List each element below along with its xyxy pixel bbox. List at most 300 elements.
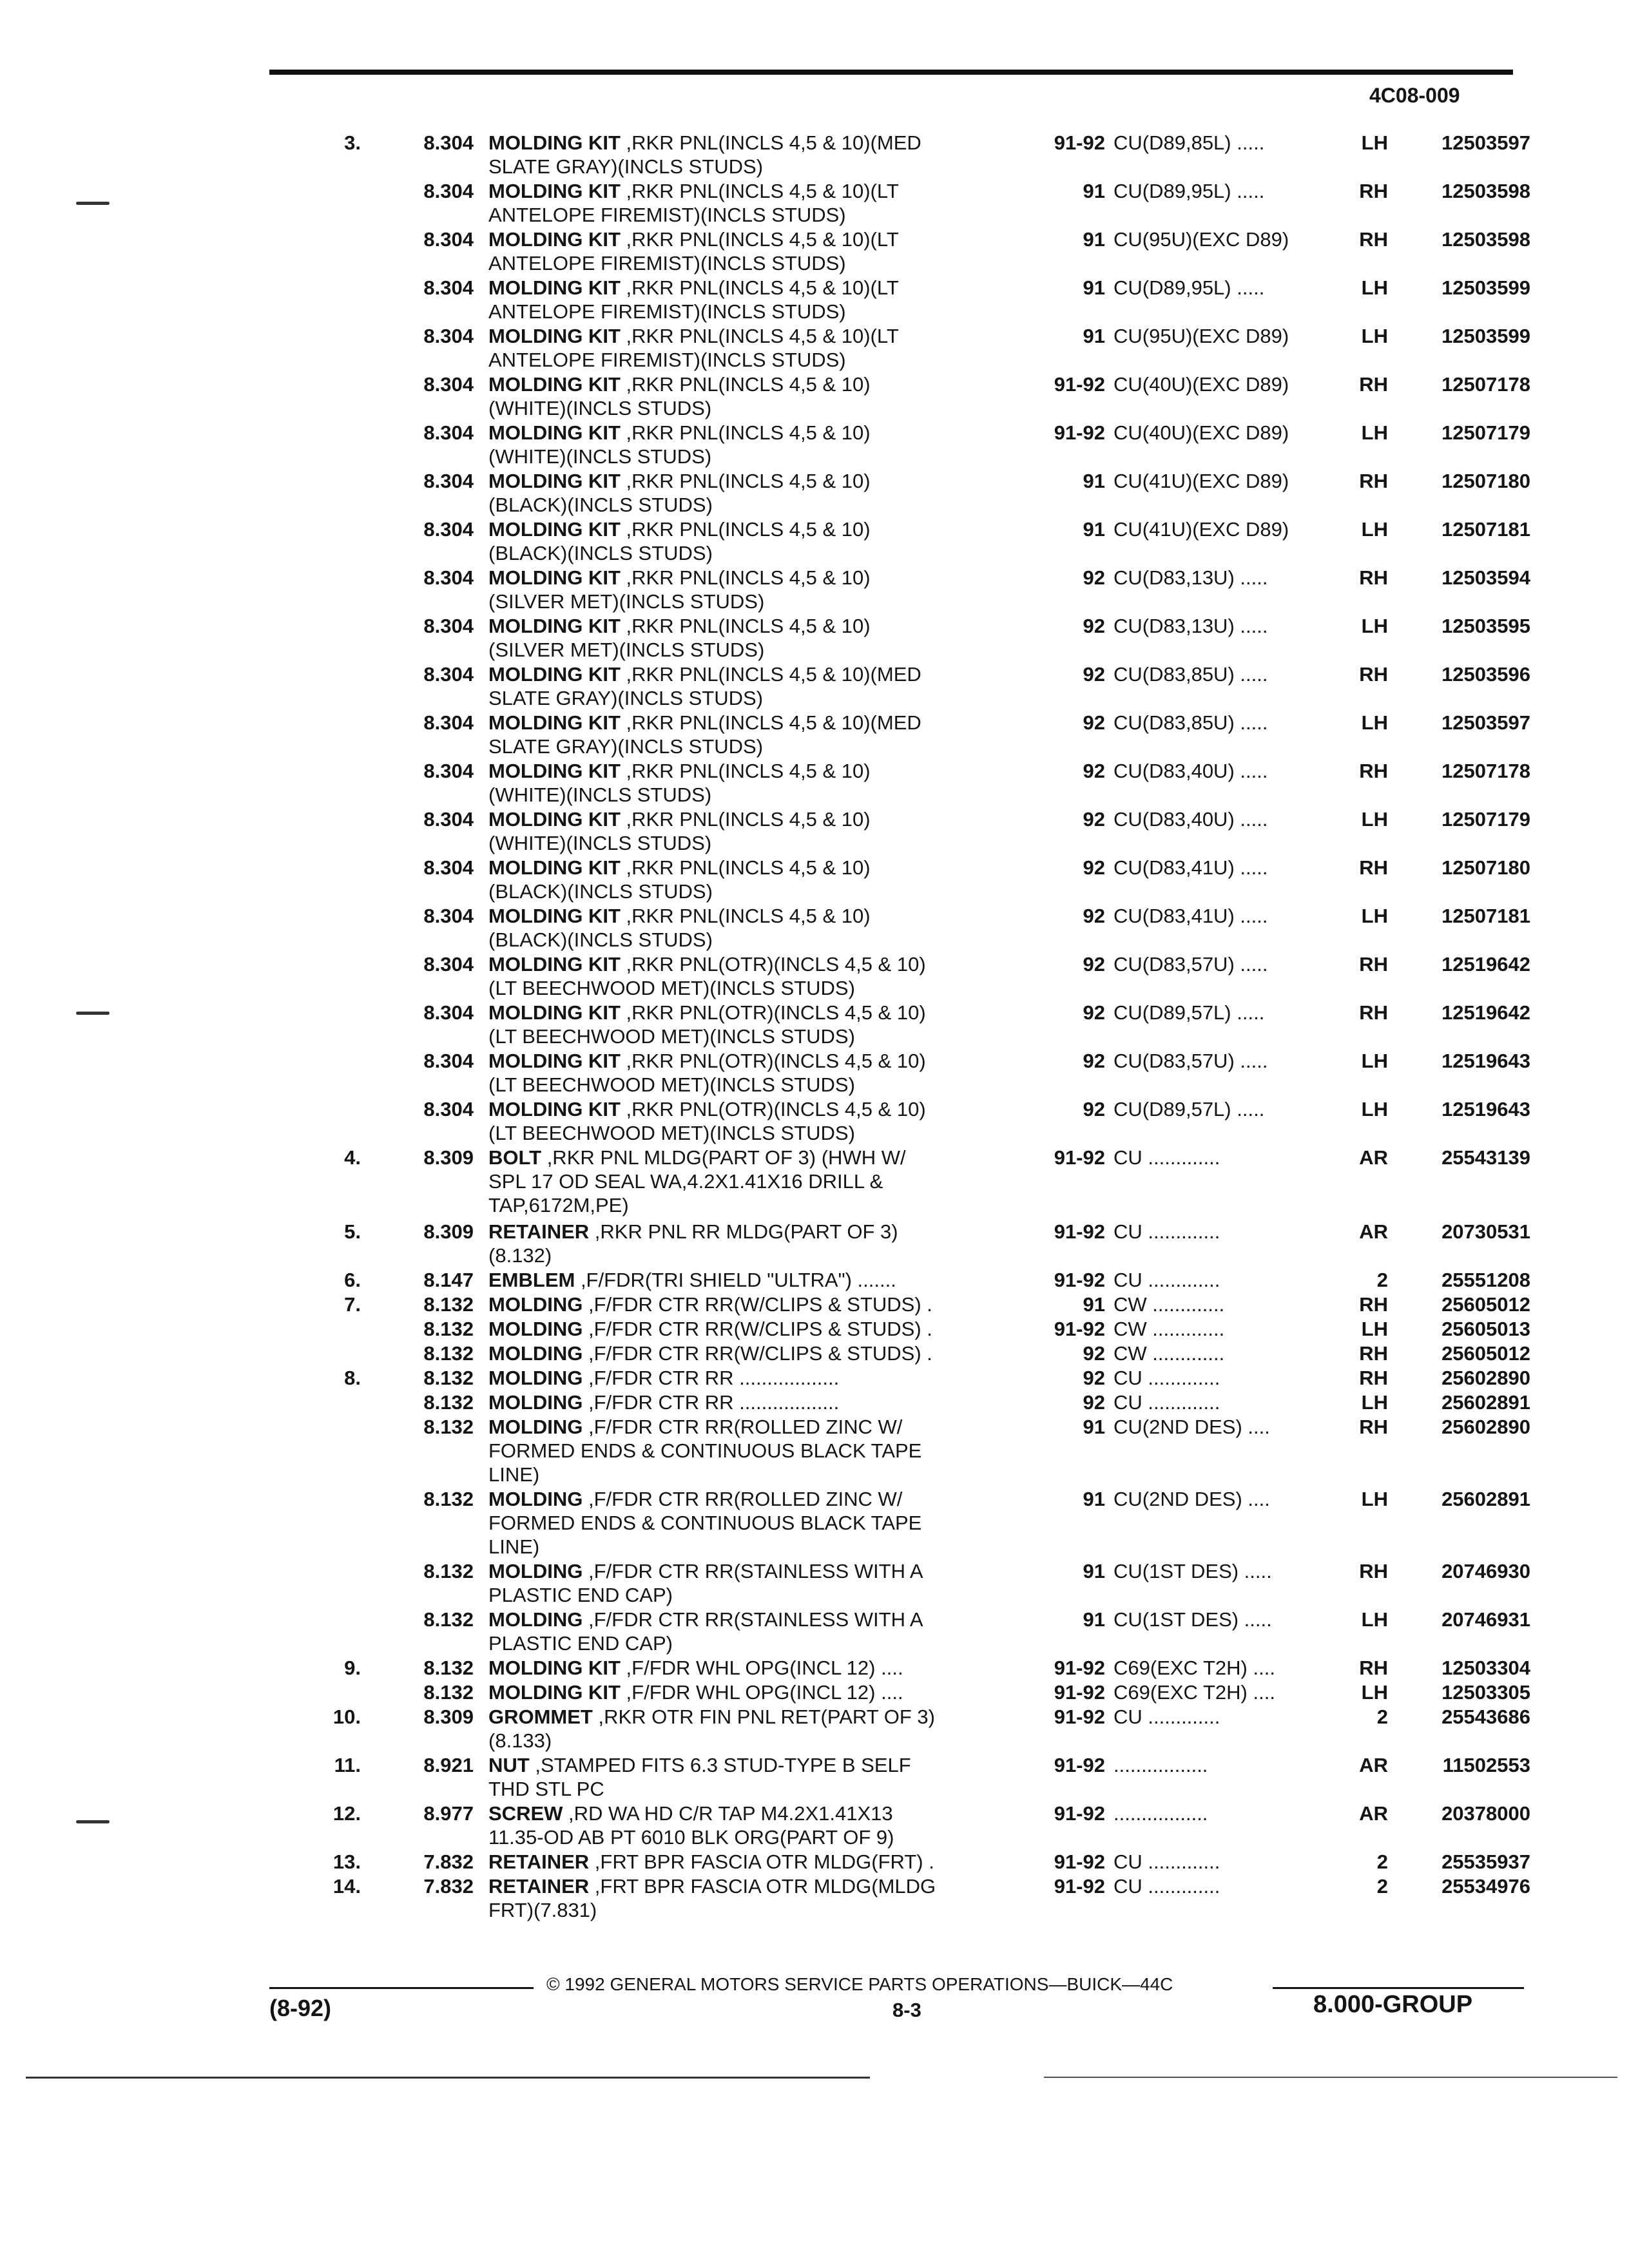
part-number: 20746930 [1441, 1560, 1530, 1582]
part-description [488, 1293, 1010, 1316]
group-number: 8.304 [423, 808, 474, 831]
part-number: 12503599 [1441, 325, 1530, 347]
model-code: CU(D83,13U) ..... [1113, 615, 1268, 637]
model-years: 91-92 [1054, 1802, 1105, 1825]
parts-list [0, 131, 1629, 1923]
side-qty: RH [1359, 566, 1388, 589]
part-detail: ,F/FDR CTR RR(W/CLIPS & STUDS) . [583, 1293, 932, 1316]
model-code: CU(D89,95L) ..... [1113, 180, 1265, 202]
part-name: RETAINER [488, 1850, 590, 1873]
part-row [0, 517, 1629, 566]
part-row [0, 372, 1629, 421]
part-description [488, 372, 1010, 420]
group-number: 8.132 [423, 1488, 474, 1510]
group-label: 8.000-GROUP [1313, 1991, 1473, 2018]
model-years: 91-92 [1054, 1875, 1105, 1898]
part-row [0, 1317, 1629, 1341]
model-code: CU ............. [1113, 1706, 1220, 1728]
part-number: 12507179 [1441, 421, 1530, 444]
part-name: MOLDING KIT [488, 615, 621, 637]
model-years: 92 [1083, 856, 1105, 879]
group-number: 8.132 [423, 1681, 474, 1704]
side-qty: RH [1359, 228, 1388, 251]
group-number: 8.304 [423, 276, 474, 299]
part-row [0, 227, 1629, 276]
model-years: 92 [1083, 1342, 1105, 1365]
part-description [488, 227, 1010, 275]
part-row [0, 1705, 1629, 1753]
part-description [488, 662, 1010, 710]
part-description [488, 1390, 1010, 1414]
model-years: 92 [1083, 1367, 1105, 1389]
part-detail: ,RKR PNL(INCLS 4,5 & 10)(LT ANTELOPE FIREMIST)(INCLS STUDS) [488, 180, 899, 226]
model-years: 91-92 [1054, 1657, 1105, 1679]
part-description [488, 1341, 1010, 1365]
model-years: 91 [1083, 470, 1105, 492]
part-number: 25543139 [1441, 1146, 1530, 1169]
side-qty: RH [1359, 1367, 1388, 1389]
model-code: CU ............. [1113, 1391, 1220, 1414]
part-description [488, 566, 1010, 613]
part-number: 12507178 [1441, 373, 1530, 396]
part-description [488, 904, 1010, 952]
model-code: CW ............. [1113, 1293, 1225, 1316]
model-code: CU(D83,40U) ..... [1113, 760, 1268, 782]
part-name: MOLDING KIT [488, 421, 621, 444]
part-number: 25602890 [1441, 1367, 1530, 1389]
part-description [488, 759, 1010, 807]
side-qty: RH [1359, 1416, 1388, 1438]
part-name: MOLDING KIT [488, 953, 621, 975]
part-detail: ,F/FDR WHL OPG(INCL 12) .... [620, 1657, 903, 1679]
model-years: 91-92 [1054, 1269, 1105, 1291]
part-row [0, 421, 1629, 469]
part-detail: ,RKR PNL(OTR)(INCLS 4,5 & 10) (LT BEECHWOOD MET)(INCLS STUDS) [488, 1050, 926, 1096]
part-description [488, 807, 1010, 855]
binder-hole-mark [76, 1820, 110, 1823]
model-years: 92 [1083, 1098, 1105, 1120]
model-years: 91 [1083, 1416, 1105, 1438]
part-description [488, 1415, 1010, 1486]
part-number: 25602891 [1441, 1391, 1530, 1414]
part-detail: ,F/FDR CTR RR .................. [583, 1367, 840, 1389]
part-detail: ,RKR PNL(INCLS 4,5 & 10) (BLACK)(INCLS STUDS) [488, 905, 871, 951]
part-description [488, 324, 1010, 372]
part-detail: ,RKR PNL(OTR)(INCLS 4,5 & 10) (LT BEECHWOOD MET)(INCLS STUDS) [488, 953, 926, 999]
part-name: MOLDING KIT [488, 228, 621, 251]
model-code: CU(41U)(EXC D89) [1113, 518, 1289, 541]
side-qty: LH [1361, 615, 1388, 637]
part-row [0, 1680, 1629, 1705]
part-row [0, 1390, 1629, 1415]
part-detail: ,RKR PNL RR MLDG(PART OF 3) (8.132) [488, 1220, 898, 1267]
part-description [488, 1366, 1010, 1390]
part-detail: ,RKR PNL(INCLS 4,5 & 10) (BLACK)(INCLS STUDS) [488, 470, 871, 516]
group-number: 8.304 [423, 566, 474, 589]
part-name: MOLDING KIT [488, 663, 621, 686]
model-code: CU(40U)(EXC D89) [1113, 421, 1289, 444]
group-number: 8.304 [423, 518, 474, 541]
part-number: 12507181 [1441, 518, 1530, 541]
part-name: MOLDING [488, 1560, 583, 1582]
part-row [0, 1608, 1629, 1656]
group-number: 8.304 [423, 856, 474, 879]
item-number: 3. [344, 131, 361, 154]
model-years: 91-92 [1054, 1146, 1105, 1169]
part-row [0, 952, 1629, 1001]
part-detail: ,F/FDR CTR RR .................. [583, 1391, 840, 1414]
part-detail: ,F/FDR CTR RR(W/CLIPS & STUDS) . [583, 1318, 932, 1340]
part-detail: ,RKR PNL(INCLS 4,5 & 10)(LT ANTELOPE FIREMIST)(INCLS STUDS) [488, 325, 899, 371]
part-description [488, 1850, 1010, 1874]
part-number: 20746931 [1441, 1608, 1530, 1631]
model-years: 92 [1083, 711, 1105, 734]
part-detail: ,RKR PNL(INCLS 4,5 & 10)(MED SLATE GRAY)(INCLS STUDS) [488, 711, 921, 758]
bottom-scan-rule [26, 2077, 870, 2079]
part-row [0, 1146, 1629, 1220]
model-years: 91-92 [1054, 1220, 1105, 1243]
part-name: RETAINER [488, 1220, 590, 1243]
side-qty: RH [1359, 1342, 1388, 1365]
side-qty: RH [1359, 760, 1388, 782]
side-qty: LH [1361, 518, 1388, 541]
part-number: 12507180 [1441, 856, 1530, 879]
side-qty: LH [1361, 421, 1388, 444]
group-number: 8.304 [423, 663, 474, 686]
revision-date: (8-92) [269, 1995, 332, 2021]
model-years: 92 [1083, 1391, 1105, 1414]
part-detail: ,RKR PNL(INCLS 4,5 & 10) (WHITE)(INCLS STUDS) [488, 421, 871, 468]
part-description [488, 711, 1010, 758]
side-qty: LH [1361, 1608, 1388, 1631]
part-name: MOLDING KIT [488, 518, 621, 541]
item-number: 8. [344, 1367, 361, 1389]
group-number: 8.304 [423, 711, 474, 734]
part-name: MOLDING [488, 1293, 583, 1316]
part-detail: ,FRT BPR FASCIA OTR MLDG(MLDG FRT)(7.831) [488, 1875, 936, 1921]
item-number: 10. [333, 1706, 361, 1728]
side-qty: 2 [1376, 1850, 1388, 1873]
part-detail: ,F/FDR CTR RR(ROLLED ZINC W/ FORMED ENDS & CONTINUOUS BLACK TAPE LINE) [488, 1488, 922, 1558]
side-qty: AR [1359, 1802, 1388, 1825]
group-number: 7.832 [423, 1875, 474, 1898]
side-qty: AR [1359, 1220, 1388, 1243]
part-row [0, 711, 1629, 759]
side-qty: RH [1359, 856, 1388, 879]
part-number: 20730531 [1441, 1220, 1530, 1243]
part-name: MOLDING KIT [488, 131, 621, 154]
part-name: MOLDING KIT [488, 1657, 621, 1679]
group-number: 7.832 [423, 1850, 474, 1873]
side-qty: RH [1359, 1001, 1388, 1024]
model-years: 91 [1083, 1488, 1105, 1510]
group-number: 8.147 [423, 1269, 474, 1291]
side-qty: LH [1361, 1488, 1388, 1510]
part-description [488, 614, 1010, 662]
model-years: 92 [1083, 760, 1105, 782]
part-number: 12503305 [1441, 1681, 1530, 1704]
footer-rule-left [269, 1987, 534, 1989]
part-description [488, 469, 1010, 517]
part-name: EMBLEM [488, 1269, 575, 1291]
model-years: 91-92 [1054, 1681, 1105, 1704]
side-qty: LH [1361, 1098, 1388, 1120]
part-number: 25551208 [1441, 1269, 1530, 1291]
group-number: 8.304 [423, 325, 474, 347]
part-number: 12507181 [1441, 905, 1530, 927]
part-row [0, 131, 1629, 179]
part-name: RETAINER [488, 1875, 590, 1898]
model-years: 91-92 [1054, 131, 1105, 154]
part-detail: ,F/FDR CTR RR(ROLLED ZINC W/ FORMED ENDS & CONTINUOUS BLACK TAPE LINE) [488, 1416, 922, 1486]
part-detail: ,RKR PNL(OTR)(INCLS 4,5 & 10) (LT BEECHWOOD MET)(INCLS STUDS) [488, 1001, 926, 1048]
part-detail: ,RKR OTR FIN PNL RET(PART OF 3) (8.133) [488, 1706, 935, 1752]
part-name: MOLDING KIT [488, 856, 621, 879]
model-years: 92 [1083, 1050, 1105, 1072]
part-name: MOLDING KIT [488, 1001, 621, 1024]
binder-hole-mark [76, 202, 110, 205]
part-description [488, 952, 1010, 1000]
model-code: CU(2ND DES) .... [1113, 1416, 1270, 1438]
model-code: CU(D83,41U) ..... [1113, 905, 1268, 927]
group-number: 8.132 [423, 1318, 474, 1340]
part-number: 12503597 [1441, 711, 1530, 734]
part-number: 12507178 [1441, 760, 1530, 782]
part-row [0, 1487, 1629, 1559]
part-number: 25605013 [1441, 1318, 1530, 1340]
model-years: 92 [1083, 1001, 1105, 1024]
item-number: 5. [344, 1220, 361, 1243]
part-description [488, 1268, 1010, 1292]
group-number: 8.304 [423, 760, 474, 782]
part-description [488, 1559, 1010, 1607]
part-number: 12507179 [1441, 808, 1530, 831]
group-number: 8.304 [423, 180, 474, 202]
part-row [0, 759, 1629, 807]
model-code: CU(95U)(EXC D89) [1113, 325, 1289, 347]
part-row [0, 1293, 1629, 1317]
side-qty: LH [1361, 131, 1388, 154]
part-name: MOLDING KIT [488, 373, 621, 396]
group-number: 8.132 [423, 1367, 474, 1389]
side-qty: AR [1359, 1146, 1388, 1169]
group-number: 8.132 [423, 1293, 474, 1316]
part-number: 12503598 [1441, 228, 1530, 251]
part-name: MOLDING [488, 1391, 583, 1414]
part-row [0, 1341, 1629, 1366]
model-code: CU ............. [1113, 1850, 1220, 1873]
part-name: MOLDING [488, 1367, 583, 1389]
part-row [0, 324, 1629, 372]
part-number: 25602891 [1441, 1488, 1530, 1510]
part-detail: ,RKR PNL(OTR)(INCLS 4,5 & 10) (LT BEECHWOOD MET)(INCLS STUDS) [488, 1098, 926, 1144]
model-years: 92 [1083, 953, 1105, 975]
part-number: 25605012 [1441, 1293, 1530, 1316]
part-number: 12503598 [1441, 180, 1530, 202]
part-description [488, 1680, 1010, 1704]
part-description [488, 1049, 1010, 1097]
part-row [0, 1268, 1629, 1293]
part-detail: ,F/FDR WHL OPG(INCL 12) .... [620, 1681, 903, 1704]
part-row [0, 614, 1629, 662]
part-detail: ,FRT BPR FASCIA OTR MLDG(FRT) . [589, 1850, 934, 1873]
part-row [0, 1415, 1629, 1487]
group-number: 8.309 [423, 1220, 474, 1243]
group-number: 8.132 [423, 1657, 474, 1679]
model-years: 91-92 [1054, 421, 1105, 444]
side-qty: LH [1361, 905, 1388, 927]
model-code: CU(D83,41U) ..... [1113, 856, 1268, 879]
part-row [0, 566, 1629, 614]
side-qty: LH [1361, 1391, 1388, 1414]
model-code: CU ............. [1113, 1269, 1220, 1291]
model-code: CU(1ST DES) ..... [1113, 1608, 1272, 1631]
side-qty: RH [1359, 1293, 1388, 1316]
group-number: 8.132 [423, 1560, 474, 1582]
part-row [0, 904, 1629, 952]
part-number: 20378000 [1441, 1802, 1530, 1825]
part-row [0, 1049, 1629, 1097]
model-code: CU(D89,95L) ..... [1113, 276, 1265, 299]
part-name: MOLDING KIT [488, 325, 621, 347]
part-detail: ,STAMPED FITS 6.3 STUD-TYPE B SELF THD STL PC [488, 1754, 911, 1800]
part-number: 12507180 [1441, 470, 1530, 492]
part-name: GROMMET [488, 1706, 593, 1728]
part-name: MOLDING KIT [488, 711, 621, 734]
part-name: NUT [488, 1754, 530, 1776]
part-row [0, 1001, 1629, 1049]
part-detail: ,RKR PNL(INCLS 4,5 & 10) (WHITE)(INCLS STUDS) [488, 808, 871, 854]
part-row [0, 1850, 1629, 1874]
part-name: MOLDING KIT [488, 1098, 621, 1120]
model-code: CU(95U)(EXC D89) [1113, 228, 1289, 251]
part-description [488, 1656, 1010, 1680]
model-code: CU(1ST DES) ..... [1113, 1560, 1272, 1582]
document-code: 4C08-009 [1369, 84, 1460, 107]
model-code: CU(D89,57L) ..... [1113, 1098, 1265, 1120]
part-detail: ,RKR PNL MLDG(PART OF 3) (HWH W/ SPL 17 OD SEAL WA,4.2X1.41X16 DRILL & TAP,6172M,PE) [488, 1146, 906, 1216]
part-detail: ,RKR PNL(INCLS 4,5 & 10) (BLACK)(INCLS STUDS) [488, 518, 871, 564]
side-qty: LH [1361, 1050, 1388, 1072]
side-qty: 2 [1376, 1269, 1388, 1291]
model-years: 91 [1083, 325, 1105, 347]
part-name: MOLDING [488, 1342, 583, 1365]
model-code: CU(D89,57L) ..... [1113, 1001, 1265, 1024]
item-number: 14. [333, 1875, 361, 1898]
part-detail: ,F/FDR(TRI SHIELD "ULTRA") ....... [575, 1269, 896, 1291]
part-description [488, 1317, 1010, 1341]
side-qty: RH [1359, 663, 1388, 686]
model-years: 92 [1083, 905, 1105, 927]
part-detail: ,RKR PNL(INCLS 4,5 & 10) (SILVER MET)(INCLS STUDS) [488, 615, 871, 661]
model-code: CU ............. [1113, 1146, 1220, 1169]
model-years: 91 [1083, 1560, 1105, 1582]
model-code: CU(D83,57U) ..... [1113, 1050, 1268, 1072]
model-years: 91-92 [1054, 1754, 1105, 1776]
model-years: 91 [1083, 276, 1105, 299]
part-row [0, 179, 1629, 227]
group-number: 8.304 [423, 228, 474, 251]
part-description [488, 1705, 1010, 1753]
side-qty: 2 [1376, 1875, 1388, 1898]
model-years: 91 [1083, 228, 1105, 251]
part-description [488, 1753, 1010, 1801]
part-description [488, 276, 1010, 323]
binder-hole-mark [76, 1012, 110, 1015]
group-number: 8.977 [423, 1802, 474, 1825]
part-number: 25534976 [1441, 1875, 1530, 1898]
part-name: MOLDING [488, 1416, 583, 1438]
item-number: 12. [333, 1802, 361, 1825]
part-row [0, 1656, 1629, 1680]
part-description [488, 1874, 1010, 1922]
part-number: 12503304 [1441, 1657, 1530, 1679]
part-row [0, 469, 1629, 517]
group-number: 8.304 [423, 470, 474, 492]
part-name: MOLDING KIT [488, 905, 621, 927]
group-number: 8.304 [423, 1001, 474, 1024]
part-name: MOLDING KIT [488, 808, 621, 831]
group-number: 8.304 [423, 1050, 474, 1072]
side-qty: RH [1359, 1657, 1388, 1679]
model-code: ................. [1113, 1802, 1208, 1825]
part-row [0, 662, 1629, 711]
part-number: 12503596 [1441, 663, 1530, 686]
group-number: 8.304 [423, 953, 474, 975]
model-years: 91 [1083, 518, 1105, 541]
group-number: 8.921 [423, 1754, 474, 1776]
part-name: MOLDING KIT [488, 276, 621, 299]
part-detail: ,RKR PNL(INCLS 4,5 & 10)(MED SLATE GRAY)(INCLS STUDS) [488, 663, 921, 709]
part-description [488, 1001, 1010, 1048]
part-description [488, 1608, 1010, 1655]
group-number: 8.304 [423, 1098, 474, 1120]
model-years: 91-92 [1054, 373, 1105, 396]
model-code: CU ............. [1113, 1367, 1220, 1389]
side-qty: LH [1361, 711, 1388, 734]
model-code: ................. [1113, 1754, 1208, 1776]
model-code: CU ............. [1113, 1220, 1220, 1243]
model-code: CU(D83,85U) ..... [1113, 663, 1268, 686]
part-number: 12519642 [1441, 1001, 1530, 1024]
group-number: 8.309 [423, 1706, 474, 1728]
model-years: 91-92 [1054, 1706, 1105, 1728]
side-qty: RH [1359, 373, 1388, 396]
part-name: MOLDING KIT [488, 180, 621, 202]
side-qty: LH [1361, 276, 1388, 299]
part-number: 12503597 [1441, 131, 1530, 154]
part-description [488, 421, 1010, 468]
part-row [0, 807, 1629, 856]
part-number: 12519643 [1441, 1098, 1530, 1120]
model-code: CU(D83,40U) ..... [1113, 808, 1268, 831]
part-description [488, 1097, 1010, 1145]
group-number: 8.304 [423, 615, 474, 637]
bottom-scan-rule-right [1044, 2077, 1617, 2078]
part-number: 12503595 [1441, 615, 1530, 637]
part-name: BOLT [488, 1146, 542, 1169]
part-description [488, 1487, 1010, 1559]
part-name: MOLDING KIT [488, 470, 621, 492]
part-description [488, 517, 1010, 565]
part-detail: ,F/FDR CTR RR(STAINLESS WITH A PLASTIC END CAP) [488, 1608, 923, 1655]
part-detail: ,RKR PNL(INCLS 4,5 & 10) (WHITE)(INCLS STUDS) [488, 373, 871, 419]
group-number: 8.132 [423, 1342, 474, 1365]
part-detail: ,RKR PNL(INCLS 4,5 & 10)(MED SLATE GRAY)(INCLS STUDS) [488, 131, 921, 178]
model-code: C69(EXC T2H) .... [1113, 1657, 1275, 1679]
part-detail: ,F/FDR CTR RR(W/CLIPS & STUDS) . [583, 1342, 932, 1365]
part-number: 12503599 [1441, 276, 1530, 299]
